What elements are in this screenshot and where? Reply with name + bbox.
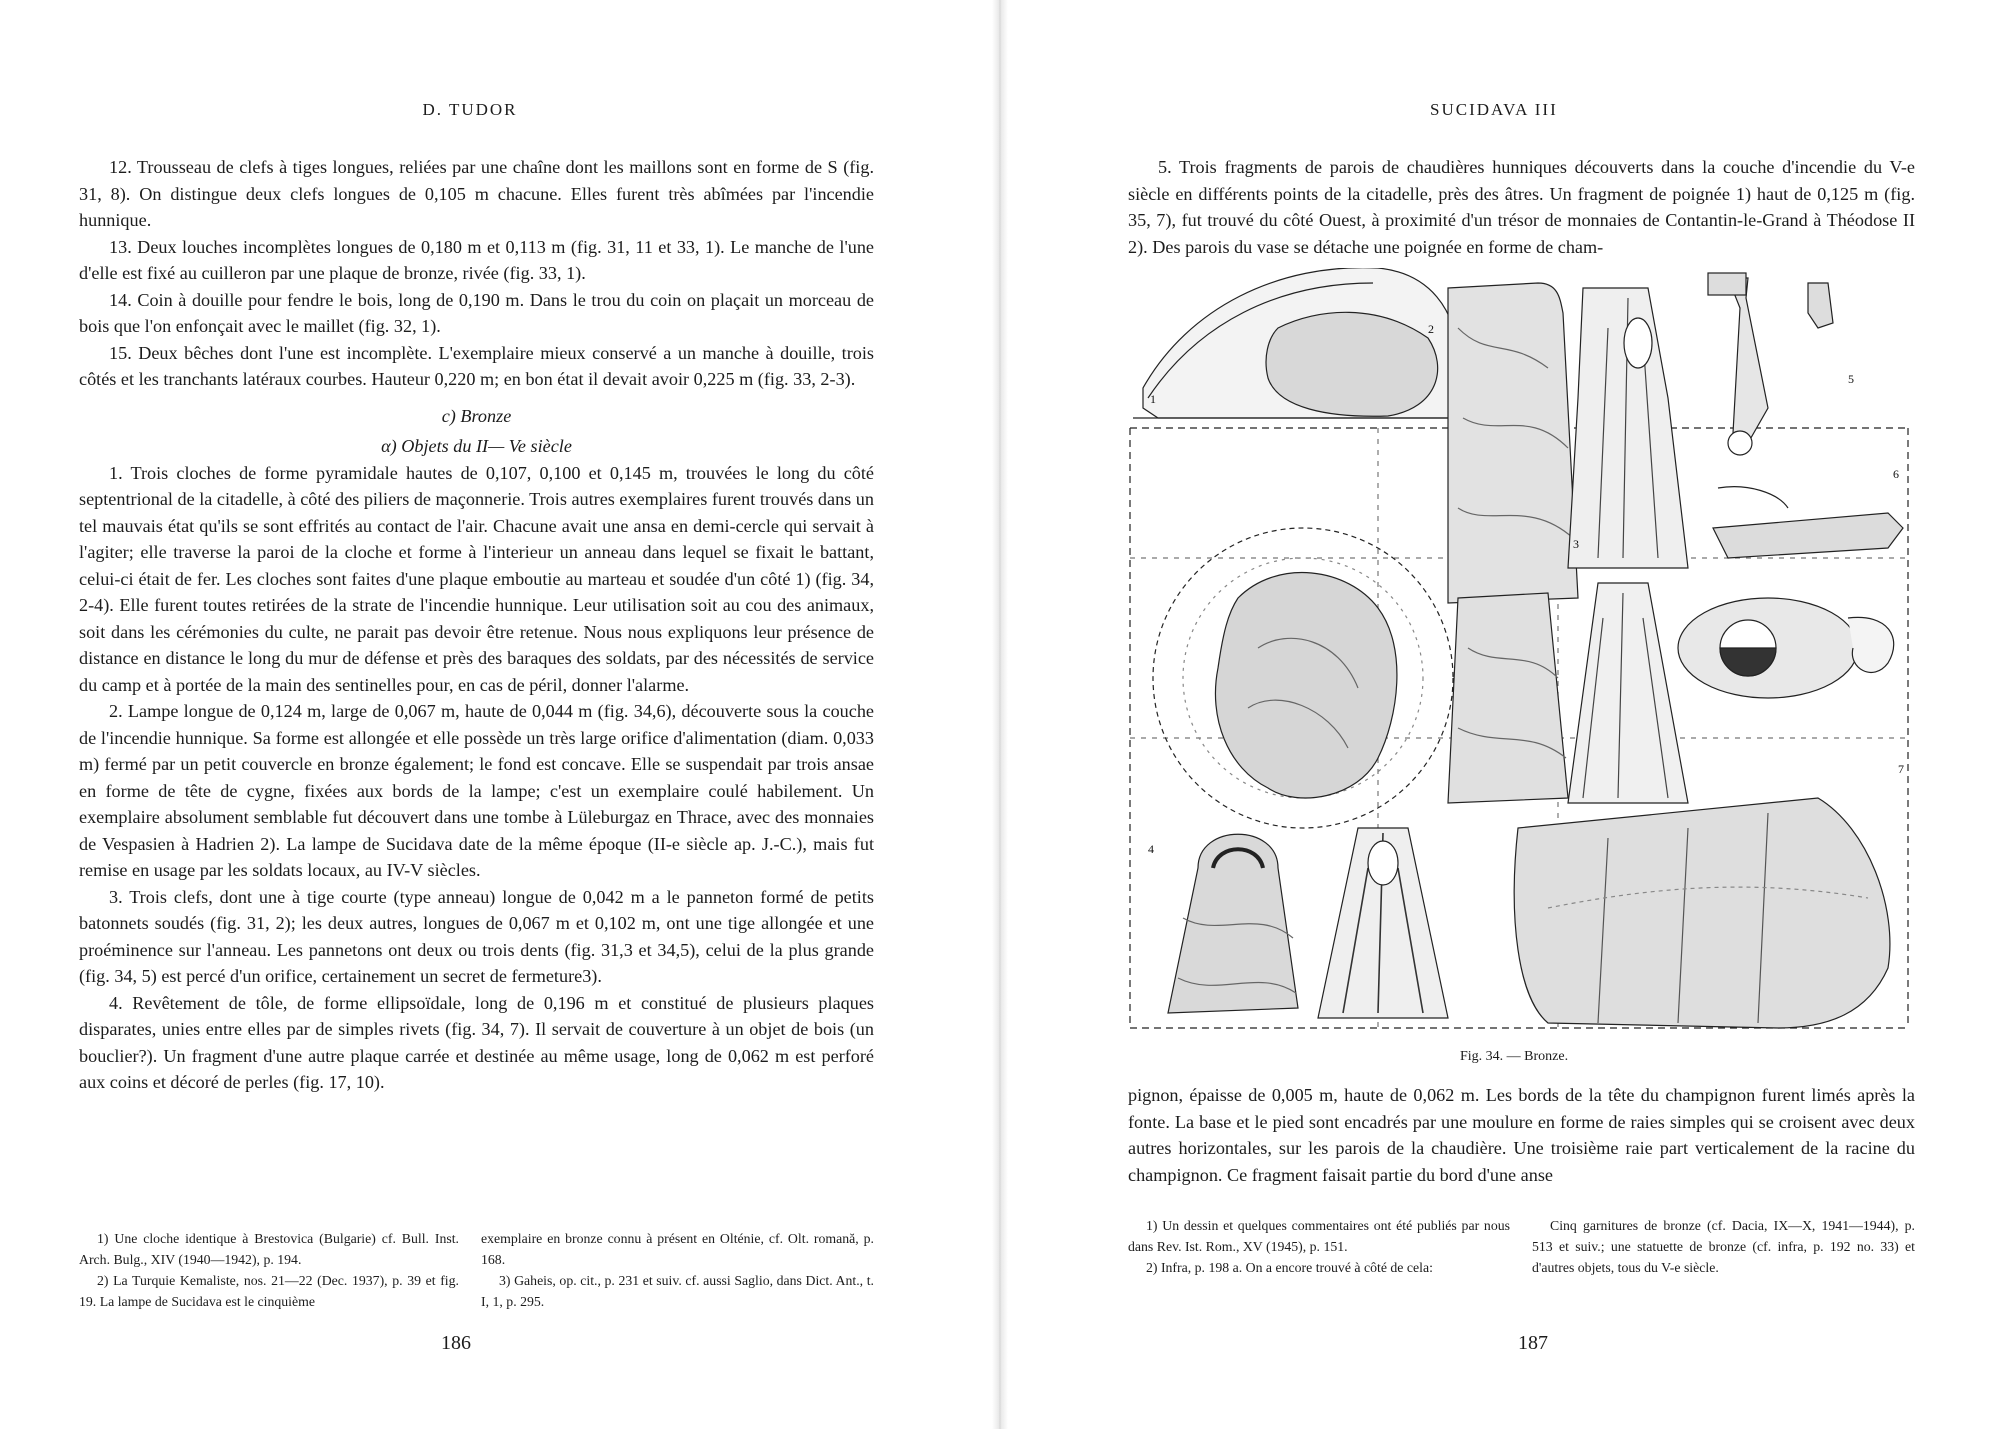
footnote: 2) La Turquie Kemaliste, nos. 21—22 (Dec. 1937), p. 39 et fig. 19. La lampe de Sucidava est le cinquième bbox=[79, 1273, 459, 1309]
paragraph: 5. Trois fragments de parois de chaudières hunniques découverts dans la couche d'incendie du V-e siècle en différents points de la citadelle, près des âtres. Un fragment de poignée 1) haut de 0,125 m (fig. 35, 7), fut trouvé du côté Ouest, à proximité d'un trésor de monnaies de Contantin-le-Grand à Théodose II 2). Des parois du vase se détache une poignée en forme de cham- bbox=[1128, 157, 1915, 257]
paragraph: 4. Revêtement de tôle, de forme ellipsoïdale, long de 0,196 m et constitué de plusieurs plaques disparates, unies entre elles par de simples rivets (fig. 34, 7). Il servait de couverture à un objet de bois (un bouclier?). Un fragment d'une autre plaque carrée et destinée au même usage, long de 0,062 m est perforé aux coins et décoré de perles (fig. 17, 10). bbox=[79, 992, 874, 1092]
figure-label-1: 1 bbox=[1150, 392, 1156, 406]
bell-section-drawing bbox=[1568, 288, 1688, 568]
footnote: 1) Un dessin et quelques commentaires ont été publiés par nous dans Rev. Ist. Rom., XV (1945), p. 151. bbox=[1128, 1218, 1510, 1254]
bell-middle-drawing bbox=[1448, 593, 1568, 803]
right-footnotes bbox=[1128, 1215, 1915, 1315]
figure-caption: Fig. 34. — Bronze. bbox=[1460, 1049, 1569, 1064]
right-body-top bbox=[1128, 154, 1915, 260]
section-heading: c) Bronze bbox=[441, 405, 512, 426]
footnote: Cinq garnitures de bronze (cf. Dacia, IX—X, 1941—1944), p. 513 et suiv.; une statuette de bronze (cf. infra, p. 192 no. 33) et d'autres objets, tous du V-e siècle. bbox=[1532, 1218, 1915, 1275]
object-4-bell-drawing bbox=[1168, 834, 1298, 1013]
paragraph: 13. Deux louches incomplètes longues de 0,180 m et 0,113 m (fig. 31, 11 et 33, 1). Le manche de l'une d'elle est fixé au cuilleron par une plaque de bronze, rivée (fig. 33, 1). bbox=[79, 236, 874, 283]
paragraph: 1. Trois cloches de forme pyramidale hautes de 0,107, 0,100 et 0,145 m, trouvées le long du côté septentrional de la citadelle, à côté des piliers de maçonnerie. Trois autres exemplaires furent trouvés dans un tel mauvais état qu'ils se sont effrités au contact de l'air. Chacune avait une ansa en demi-cercle qui servait à l'agiter; elle traverse la paroi de la cloche et forme à l'interieur un anneau dans lequel se fixait le battant, celui-ci était de fer. Les cloches sont faites d'une plaque emboutie au marteau et soudée d'un côté 1) (fig. 34, 2-4). Elle furent toutes retirées de la strate de l'incendie hunnique. Leur utilisation soit au cou des animaux, soit dans les cérémonies du culte, ne parait pas devoir être retenue. Nous nous expliquons leur présence de distance en distance le long du mur de défense et près des baraques des soldats, par des nécessités de service du camp et à portée de la main des sentinelles pour, en cas de péril, donner l'alarme. bbox=[79, 462, 874, 695]
figure-label-2: 2 bbox=[1428, 322, 1434, 336]
paragraph: pignon, épaisse de 0,005 m, haute de 0,062 m. Les bords de la tête du champignon furent limés après la fonte. La base et le pied sont encadrés par une moulure en forme de raies simples qui se croisent avec deux autres horizontales, sur les parois de la chaudière. Une troisième raie part verticalement de la racine du champignon. Ce fragment faisait partie du bord d'une anse bbox=[1128, 1085, 1915, 1185]
figure-label-5: 5 bbox=[1848, 372, 1854, 386]
paragraph: 14. Coin à douille pour fendre le bois, long de 0,190 m. Dans le trou du coin on plaçait un morceau de bois que l'on enfonçait avec le maillet (fig. 32, 1). bbox=[79, 289, 874, 336]
running-head-left: D. TUDOR bbox=[422, 100, 518, 119]
running-head-text: SUCIDAVA III bbox=[1430, 100, 1558, 119]
object-3-plate-drawing bbox=[1153, 528, 1453, 828]
object-2-bell-drawing bbox=[1448, 283, 1578, 603]
subsection-heading: α) Objets du II— Ve siècle bbox=[381, 436, 572, 456]
object-1-ladle-drawing bbox=[1133, 268, 1458, 418]
paragraph: 3. Trois clefs, dont une à tige courte (type anneau) longue de 0,042 m a le panneton formé de petits batonnets soudés (fig. 31, 2); les deux autres, longues de 0,067 m et 0,102 m, ont une tige allongée et une proéminence sur l'anneau. Les pannetons ont deux ou trois dents (fig. 31,3 et 34,5), celui de la plus grande (fig. 34, 5) est percé d'un orifice, certainement un secret de fermeture3). bbox=[79, 886, 874, 986]
figure-label-4: 4 bbox=[1148, 842, 1154, 856]
bell-middle-section-drawing bbox=[1568, 583, 1688, 803]
footnote: 3) Gaheis, op. cit., p. 231 et suiv. cf. aussi Saglio, dans Dict. Ant., t. I, 1, p. 295. bbox=[481, 1273, 874, 1309]
figure-34-bronze-drawings bbox=[1128, 268, 1915, 1038]
clapper-section-drawing bbox=[1318, 828, 1448, 1018]
object-7-sheet-plate-drawing bbox=[1514, 798, 1890, 1028]
figure-label-7: 7 bbox=[1898, 762, 1904, 776]
footnote: 1) Une cloche identique à Brestovica (Bulgarie) cf. Bull. Inst. Arch. Bulg., XIV (1940—1942), p. 194. bbox=[79, 1231, 459, 1267]
page-number: 186 bbox=[441, 1332, 471, 1354]
paragraph: 12. Trousseau de clefs à tiges longues, reliées par une chaîne dont les maillons sont en forme de S (fig. 31, 8). On distingue deux clefs longues de 0,105 m chacune. Elles furent très abîmées par l'incendie hunnique. bbox=[79, 157, 874, 230]
left-footnotes bbox=[79, 1228, 874, 1328]
figure-label-6: 6 bbox=[1893, 467, 1899, 481]
footnote: 2) Infra, p. 198 a. On a encore trouvé à côté de cela: bbox=[1146, 1260, 1433, 1275]
paragraph: 2. Lampe longue de 0,124 m, large de 0,067 m, haute de 0,044 m (fig. 34,6), découverte sous la couche de l'incendie hunnique. Sa forme est allongée et elle possède un très large orifice d'alimentation (diam. 0,033 m) fermé par un petit couvercle en bronze également; le fond est concave. Elle se suspendait par trois ansae en forme de tête de cygne, fixées aux bords de la lampe; c'est un exemplaire coulé habilement. Un exemplaire absolument semblable fut découvert dans une tombe à Lüleburgaz en Thrace, avec des monnaies de Vespasien à Hadrien 2). La lampe de Sucidava date de la même époque (II-e siècle ap. J.-C.), mais fut remise en usage par les soldats locaux, au IV-V siècles. bbox=[79, 701, 874, 880]
paragraph: 15. Deux bêches dont l'une est incomplète. L'exemplaire mieux conservé a un manche à douille, trois côtés et les tranchants latéraux courbes. Hauteur 0,220 m; en bon état il devait avoir 0,225 m (fig. 33, 2-3). bbox=[79, 342, 874, 389]
object-6-lamp-drawing bbox=[1678, 487, 1903, 698]
right-body-bottom bbox=[1128, 1082, 1915, 1188]
figure-label-3: 3 bbox=[1573, 537, 1579, 551]
footnote: exemplaire en bronze connu à présent en Olténie, cf. Olt. romană, p. 168. bbox=[481, 1231, 874, 1267]
page-number: 187 bbox=[1518, 1332, 1548, 1354]
left-body-text bbox=[79, 154, 874, 1096]
